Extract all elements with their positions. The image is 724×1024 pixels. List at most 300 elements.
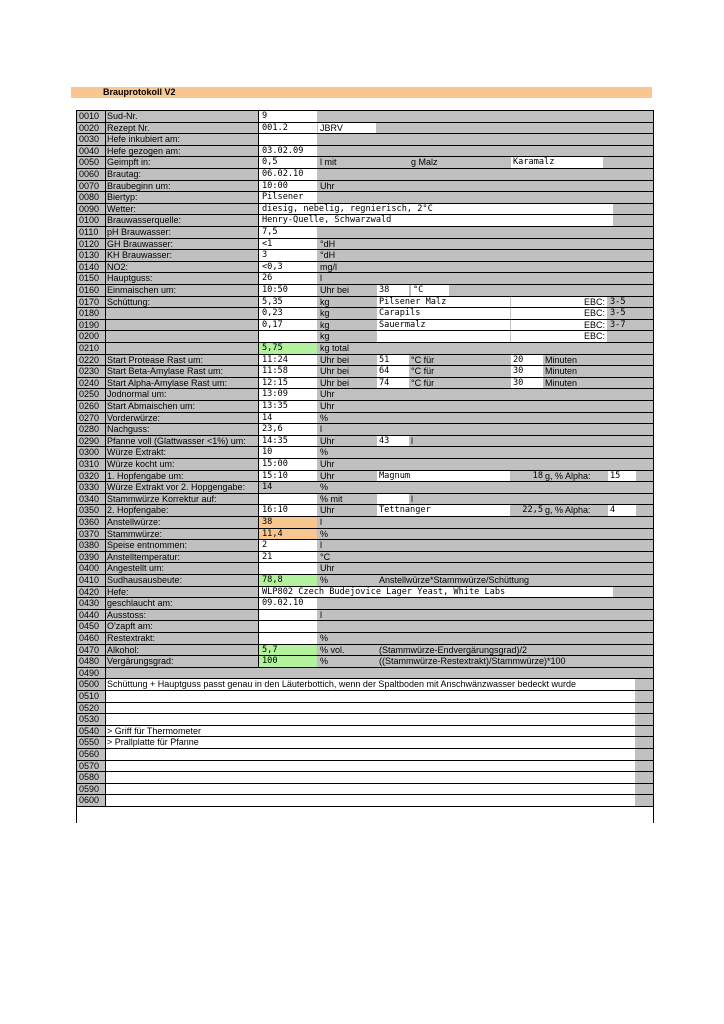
unit-label: JBRV	[318, 123, 376, 134]
malt-name-field: Sauermalz	[377, 320, 510, 331]
row-end	[637, 529, 653, 540]
note-field	[105, 784, 635, 795]
row-number: 0120	[79, 238, 100, 249]
unit-label: l	[320, 517, 322, 527]
note-field	[105, 772, 635, 783]
row-end	[637, 668, 653, 679]
row-end	[637, 378, 653, 389]
value-field: 26	[258, 273, 317, 284]
minutes-field: 20	[511, 355, 543, 366]
row-end	[637, 737, 653, 748]
row-label: Pfanne voll (Glattwasser <1%) um:	[105, 436, 258, 447]
row-label: Schüttung:	[105, 297, 258, 308]
row-end	[637, 157, 653, 168]
row-end	[637, 772, 653, 783]
value-field: 14	[258, 413, 317, 424]
row-number: 0320	[79, 470, 100, 481]
note-field: Schüttung + Hauptguss passt genau in den Läuterbottich, wenn der Spaltboden mit Anschwänzwasser bedeckt wurde	[105, 679, 635, 690]
value-field: 5,35	[258, 297, 317, 308]
row-label: Würze Extrakt vor 2. Hopgengabe:	[105, 482, 258, 493]
table-row	[77, 401, 653, 413]
row-label: Hefe inkubiert am:	[105, 134, 258, 145]
note-field	[105, 703, 635, 714]
value-field: 001.2	[258, 123, 317, 134]
row-label: 2. Hopfengabe:	[105, 505, 258, 516]
malt-name-field: Carapils	[377, 308, 510, 319]
row-number: 0160	[79, 285, 100, 295]
value-field: 12:15	[258, 378, 317, 389]
unit-label: %	[320, 575, 329, 585]
row-number: 0150	[79, 273, 100, 284]
unit-label: kg	[320, 296, 330, 307]
value-field: 5,7	[258, 645, 317, 656]
row-end	[637, 714, 653, 725]
row-label: pH Brauwasser:	[105, 227, 258, 238]
row-end	[637, 343, 653, 354]
row-label: Start Alpha-Amylase Rast um:	[105, 378, 258, 389]
table-row	[77, 459, 653, 471]
row-number: 0520	[79, 702, 100, 713]
row-label: GH Brauwasser:	[105, 239, 258, 250]
table-row	[77, 366, 653, 378]
value-field: 23,6	[258, 424, 317, 435]
note-field	[105, 761, 635, 772]
value-field	[258, 494, 317, 505]
value-field: 78,8	[258, 575, 317, 586]
note-field	[105, 691, 635, 702]
row-end	[637, 111, 653, 122]
row-end	[637, 424, 653, 435]
unit-label: %	[320, 412, 329, 423]
row-number: 0240	[79, 377, 100, 388]
page-title: Brauprotokoll V2	[103, 87, 176, 97]
ebc-value	[608, 331, 636, 342]
row-label: KH Brauwasser:	[105, 250, 258, 261]
unit-label: % mit	[320, 493, 343, 504]
table-row	[77, 181, 653, 193]
table-row	[77, 505, 653, 517]
row-end	[637, 146, 653, 157]
row-end	[637, 471, 653, 482]
table-row	[77, 447, 653, 459]
row-end	[637, 239, 653, 250]
table-row	[77, 540, 653, 552]
row-label: Würze kocht um:	[105, 459, 258, 470]
row-label	[105, 331, 258, 342]
unit-label: % vol.	[320, 644, 345, 655]
malt-amount-field: g Malz	[377, 157, 467, 168]
row-number: 0390	[79, 551, 100, 562]
table-row	[77, 749, 653, 761]
table-row	[77, 691, 653, 703]
row-label: Vergärungsgrad:	[105, 656, 258, 667]
table-row	[77, 656, 653, 668]
row-end	[637, 320, 653, 331]
value-field: 13:09	[258, 389, 317, 400]
table-row	[77, 563, 653, 575]
row-end	[637, 355, 653, 366]
hop-variety-field: Tettnanger	[377, 505, 510, 516]
row-number: 0220	[79, 354, 100, 365]
row-end	[637, 215, 653, 226]
note-field	[105, 795, 635, 806]
note-field	[105, 749, 635, 760]
table-row	[77, 679, 653, 691]
row-number: 0360	[79, 517, 100, 527]
table-row	[77, 297, 653, 309]
unit-label: kg	[320, 319, 330, 330]
table-row	[77, 552, 653, 564]
row-label: Sud-Nr.	[105, 111, 258, 122]
hop-variety-field: Magnum	[377, 471, 510, 482]
unit-label: Uhr	[320, 401, 335, 411]
malt-name-field	[377, 331, 510, 342]
row-end	[637, 540, 653, 551]
row-end	[637, 494, 653, 505]
row-label: Brautag:	[105, 169, 258, 180]
row-number: 0110	[79, 227, 99, 237]
table-row	[77, 795, 653, 807]
ebc-value: 3-7	[608, 320, 636, 331]
table-row	[77, 157, 653, 169]
row-number: 0060	[79, 169, 100, 179]
row-number: 0510	[79, 691, 100, 701]
row-number: 0050	[79, 157, 100, 168]
row-number: 0300	[79, 447, 100, 458]
row-label: Start Protease Rast um:	[105, 355, 258, 366]
value-field: 3	[258, 250, 317, 261]
row-end	[637, 587, 653, 598]
table-row	[77, 343, 653, 355]
row-label: geschlaucht am:	[105, 598, 258, 609]
row-number: 0040	[79, 145, 100, 156]
table-row	[77, 413, 653, 425]
row-end	[637, 749, 653, 760]
row-number: 0270	[79, 412, 100, 423]
unit-label: °C	[320, 551, 331, 562]
temp-field: 43	[377, 436, 409, 447]
row-number: 0380	[79, 540, 100, 551]
unit-label: mg/l	[320, 261, 338, 272]
row-number: 0290	[79, 435, 100, 446]
row-end	[637, 482, 653, 493]
mash-temp-unit: °C	[411, 285, 449, 296]
row-number: 0010	[79, 111, 100, 121]
row-end	[637, 726, 653, 737]
row-number: 0470	[79, 644, 100, 655]
row-number: 0530	[79, 714, 100, 725]
row-end	[637, 795, 653, 806]
row-end	[637, 297, 653, 308]
hop-alpha-field: 4	[608, 505, 636, 516]
unit-label: Uhr	[320, 563, 335, 574]
hop-amount-field: 22,5	[511, 505, 543, 516]
row-number: 0560	[79, 749, 100, 759]
table-row	[77, 111, 653, 123]
row-number: 0400	[79, 563, 100, 574]
table-row	[77, 424, 653, 436]
unit-label: Uhr bei	[320, 354, 350, 365]
row-label: Alkohol:	[105, 645, 258, 656]
row-end	[637, 656, 653, 667]
row-number: 0330	[79, 482, 100, 493]
value-field: 38	[258, 517, 317, 528]
row-end	[637, 250, 653, 261]
table-row	[77, 575, 653, 587]
row-end	[637, 575, 653, 586]
table-row	[77, 610, 653, 622]
unit-label: kg	[320, 308, 330, 319]
value-field: <0,3	[258, 262, 317, 273]
table-row	[77, 737, 653, 749]
row-number: 0310	[79, 459, 100, 469]
table-row	[77, 436, 653, 448]
note-field	[105, 668, 635, 679]
row-end	[637, 366, 653, 377]
row-end	[637, 181, 653, 192]
table-row	[77, 471, 653, 483]
value-field	[258, 610, 317, 621]
temp-unit: °C für	[411, 354, 435, 365]
row-label: Stammwürze:	[105, 529, 258, 540]
row-number: 0030	[79, 134, 100, 145]
row-label: Start Abmaischen um:	[105, 401, 258, 412]
row-number: 0550	[79, 737, 100, 748]
table-row	[77, 378, 653, 390]
value-field: 10:50	[258, 285, 317, 296]
table-row	[77, 668, 653, 680]
unit-label: %	[320, 656, 329, 667]
minutes-field: 30	[511, 378, 543, 389]
value-field: <1	[258, 239, 317, 250]
row-number: 0250	[79, 389, 100, 400]
table-row	[77, 320, 653, 332]
table-row	[77, 714, 653, 726]
row-label: Anstelltemperatur:	[105, 552, 258, 563]
minutes-field: 30	[511, 366, 543, 377]
value-field: 03.02.09	[258, 146, 317, 157]
row-end	[637, 123, 653, 134]
row-end	[637, 784, 653, 795]
formula-text: ((Stammwürze-Restextrakt)/Stammwürze)*100	[379, 656, 566, 667]
row-number: 0090	[79, 203, 100, 214]
row-label: Angestellt um:	[105, 563, 258, 574]
row-label: Speise entnommen:	[105, 540, 258, 551]
row-number: 0070	[79, 180, 100, 191]
table-row	[77, 239, 653, 251]
row-number: 0370	[79, 528, 100, 539]
value-field: 13:35	[258, 401, 317, 412]
table-row	[77, 227, 653, 239]
row-label: Rezept Nr.	[105, 123, 258, 134]
value-field: 15:00	[258, 459, 317, 470]
table-row	[77, 726, 653, 738]
unit-label: Uhr bei	[320, 377, 350, 388]
unit-label: Uhr	[320, 459, 335, 469]
unit-label: %	[320, 633, 329, 643]
value-field: 0,23	[258, 308, 317, 319]
row-number: 0140	[79, 261, 100, 272]
hop-amount-field: 18	[511, 471, 543, 482]
row-number: 0230	[79, 366, 100, 377]
unit-label: kg	[320, 331, 330, 342]
row-number: 0420	[79, 586, 100, 597]
ebc-label: EBC:	[511, 308, 607, 319]
unit-label: °dH	[320, 238, 336, 249]
value-field: Henry-Quelle, Schwarzwald	[258, 215, 613, 226]
unit-label: %	[320, 447, 329, 458]
value-field: 15:10	[258, 471, 317, 482]
table-row	[77, 587, 653, 599]
minutes-unit: Minuten	[545, 366, 578, 377]
unit-label: Uhr	[320, 470, 335, 481]
value-field: 100	[258, 656, 317, 667]
table-row	[77, 134, 653, 146]
ebc-value: 3-5	[608, 297, 636, 308]
row-number: 0280	[79, 424, 100, 435]
minutes-unit: Minuten	[545, 354, 578, 365]
row-number: 0260	[79, 401, 100, 411]
formula-text: (Stammwürze-Endvergärungsgrad)/2	[379, 644, 528, 655]
unit-label: °dH	[320, 250, 336, 261]
row-label: O'zapft am:	[105, 621, 258, 632]
temp-unit: l	[411, 435, 413, 446]
row-number: 0100	[79, 215, 100, 226]
row-number: 0200	[79, 331, 100, 342]
unit-label: l mit	[320, 157, 337, 168]
table-row	[77, 784, 653, 796]
note-field	[105, 714, 635, 725]
value-field: 14:35	[258, 436, 317, 447]
row-number: 0490	[79, 667, 100, 678]
unit-label: %	[320, 528, 329, 539]
value-field	[258, 621, 317, 632]
table-row	[77, 633, 653, 645]
unit-label: l	[320, 424, 322, 435]
mash-temp-field: 38	[377, 285, 409, 296]
row-label: Nachguss:	[105, 424, 258, 435]
protocol-sheet	[76, 110, 654, 823]
temp-field: 74	[377, 378, 409, 389]
value-field: 5,75	[258, 343, 317, 354]
row-number: 0590	[79, 783, 100, 794]
table-row	[77, 285, 653, 297]
note-field: > Prallplatte für Pfanne	[105, 737, 635, 748]
minutes-unit: Minuten	[545, 377, 578, 388]
row-label: Einmaischen um:	[105, 285, 258, 296]
row-number: 0210	[79, 343, 100, 353]
value-field: 06.02.10	[258, 169, 317, 180]
row-number: 0540	[79, 725, 100, 736]
row-label: Brauwasserquelle:	[105, 215, 258, 226]
value-field: WLP802 Czech Budejovice Lager Yeast, White Labs	[258, 587, 613, 598]
row-end	[637, 331, 653, 342]
table-row	[77, 123, 653, 135]
row-number: 0170	[79, 296, 100, 307]
row-label: Braubeginn um:	[105, 181, 258, 192]
row-number: 0430	[79, 598, 100, 609]
row-number: 0350	[79, 505, 100, 516]
value-field: 11,4	[258, 529, 317, 540]
value-field: 10:00	[258, 181, 317, 192]
table-row	[77, 355, 653, 367]
row-number: 0130	[79, 250, 100, 261]
table-row	[77, 482, 653, 494]
row-number: 0020	[79, 122, 100, 133]
row-end	[637, 691, 653, 702]
table-row	[77, 517, 653, 529]
row-label: Start Beta-Amylase Rast um:	[105, 366, 258, 377]
table-row	[77, 703, 653, 715]
row-end	[637, 204, 653, 215]
row-end	[637, 169, 653, 180]
row-end	[637, 436, 653, 447]
hop-alpha-label: g, % Alpha:	[545, 470, 591, 481]
row-label: 1. Hopfengabe um:	[105, 471, 258, 482]
row-end	[637, 517, 653, 528]
temp-field: 64	[377, 366, 409, 377]
table-row	[77, 146, 653, 158]
unit-label: l	[320, 273, 322, 284]
table-row	[77, 645, 653, 657]
row-label	[105, 343, 258, 354]
row-number: 0180	[79, 308, 100, 319]
row-label: Würze Extrakt:	[105, 447, 258, 458]
note-field: > Griff für Thermometer	[105, 726, 635, 737]
row-end	[637, 401, 653, 412]
formula-text: Anstellwürze*Stammwürze/Schüttung	[379, 575, 530, 585]
row-label: Stammwürze Korrektur auf:	[105, 494, 258, 505]
row-label: Restextrakt:	[105, 633, 258, 644]
row-end	[637, 761, 653, 772]
value-field: diesig, nebelig, regnierisch, 2°C	[258, 204, 613, 215]
table-row	[77, 598, 653, 610]
table-row	[77, 169, 653, 181]
unit-label: Uhr	[320, 505, 335, 516]
table-row	[77, 761, 653, 773]
unit-label: Uhr	[320, 180, 335, 191]
table-row	[77, 204, 653, 216]
row-end	[637, 703, 653, 714]
row-end	[637, 459, 653, 470]
value-field	[258, 134, 317, 145]
row-end	[637, 192, 653, 203]
row-number: 0340	[79, 493, 100, 504]
row-end	[637, 134, 653, 145]
value-field: 7,5	[258, 227, 317, 238]
value-field: 09.02.10	[258, 598, 317, 609]
row-end	[637, 610, 653, 621]
row-label: Vorderwürze:	[105, 413, 258, 424]
table-row	[77, 331, 653, 343]
row-label: Geimpft in:	[105, 157, 258, 168]
row-label: Sudhausausbeute:	[105, 575, 258, 586]
table-row	[77, 262, 653, 274]
row-label: Biertyp:	[105, 192, 258, 203]
table-row	[77, 308, 653, 320]
row-end	[637, 645, 653, 656]
row-end	[637, 285, 653, 296]
value-field: 11:24	[258, 355, 317, 366]
unit-label: Uhr bei	[320, 366, 350, 377]
table-row	[77, 273, 653, 285]
table-row	[77, 529, 653, 541]
row-label	[105, 308, 258, 319]
value-field	[258, 633, 317, 644]
row-label: Wetter:	[105, 204, 258, 215]
row-end	[637, 447, 653, 458]
row-end	[637, 262, 653, 273]
